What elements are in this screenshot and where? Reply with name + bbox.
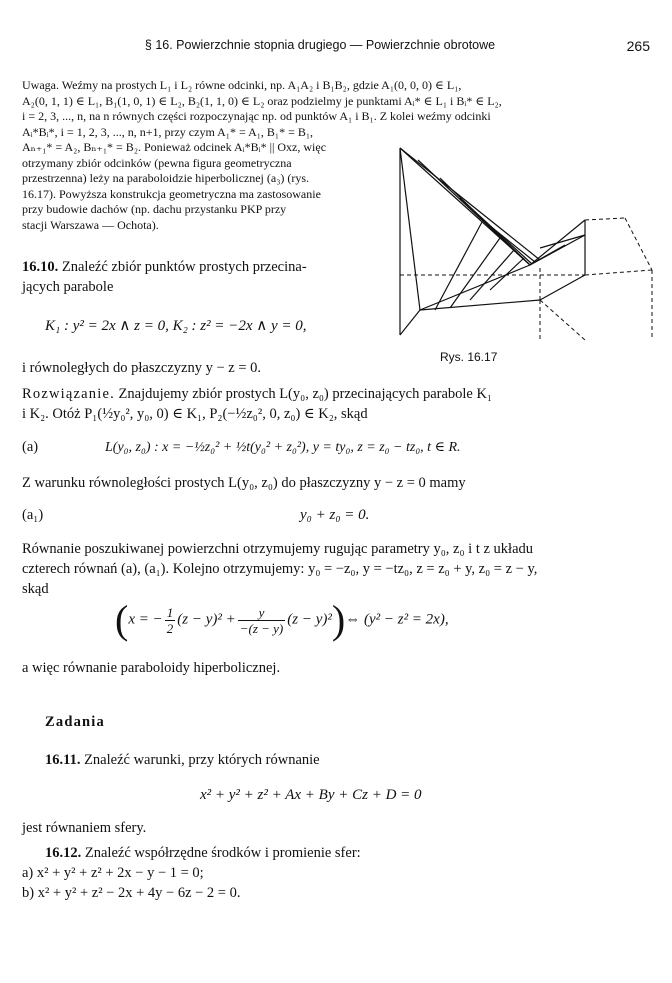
figure-caption: Rys. 16.17 [440, 350, 498, 364]
problem-text: Znaleźć warunki, przy których równanie [84, 752, 320, 768]
final-eq-part: (z − y)² + [177, 611, 236, 628]
fig-ruling [420, 265, 530, 310]
fraction-denominator: −(z − y) [239, 620, 284, 636]
solution-text: Znajdujemy zbiór prostych L(y₀, z₀) przecinających parabole K₁ [118, 386, 493, 402]
equation-a1: y₀ + z₀ = 0. [300, 507, 370, 523]
running-header [20, 38, 650, 58]
fig-ruling [490, 258, 524, 290]
problem-number: 16.10. [22, 259, 59, 275]
fraction-denominator: 2 [166, 620, 174, 636]
problem-text: jących parabole [22, 279, 114, 295]
fig-ruling [450, 238, 500, 308]
problem-16-10-tail [22, 358, 377, 378]
solution-text: a więc równanie paraboloidy hiperbolicznej. [22, 660, 281, 676]
solution-text: Z warunku równoległości prostych L(y₀, z₀) do płaszczyzny y − z = 0 mamy [22, 475, 466, 491]
solution-heading: Rozwiązanie. [22, 386, 115, 402]
remark-line: Aᵢ*Bᵢ*, i = 1, 2, 3, ..., n, n+1, przy czym A₁* = A₁, B₁* = B₁, [22, 124, 314, 139]
solution-text: czterech równań (a), (a₁). Kolejno otrzymujemy: y₀ = −z₀, y = −tz₀, z = z₀ + y, z₀ = z − y, [22, 561, 538, 577]
equation-label-a1: (a₁) [22, 507, 44, 523]
problem-text: Znaleźć współrzędne środków i promienie sfer: [84, 845, 361, 861]
fig-edge [535, 245, 565, 262]
remark-line: Uwaga. Weźmy na prostych L₁ i L₂ równe odcinki, np. A₁A₂ i B₁B₂, gdzie A₁(0, 0, 0) ∈ L₁, [22, 78, 462, 92]
problem-16-12-items [22, 863, 622, 903]
fig-hidden-edge [585, 218, 625, 220]
parabolas-formula: K₁ : y² = 2x ∧ z = 0, K₂ : z² = −2x ∧ y = 0, [45, 318, 307, 334]
fig-hidden-edge [585, 270, 652, 275]
equation-label-a: (a) [22, 439, 39, 455]
remark-wide [22, 78, 652, 125]
equation-a: L(y₀, z₀) : x = −½z₀² + ½t(y₀² + z₀²), y = ty₀, z = z₀ − tz₀, t ∈ R. [105, 440, 461, 455]
solution-text: i K₂. Otóż P₁(½y₀², y₀, 0) ∈ K₁, P₂(−½z₀², 0, z₀) ∈ K₂, skąd [22, 406, 368, 422]
fig-edge [540, 275, 585, 300]
fig-edge [400, 310, 420, 335]
final-equation: (x = − $\frac{1}{2}$ (z − y)² + $\frac{y}{-(z - y)}$ (z − y)²)⇔ (y² − z² = 2x), [115, 597, 449, 642]
remark-line: A₂(0, 1, 1) ∈ L₁, B₁(1, 0, 1) ∈ L₂, B₂(1, 1, 0) ∈ L₂ oraz podzielmy je punktami Aᵢ* ∈ L₁ i Bᵢ* ∈ L₂, [22, 93, 502, 108]
fraction-y [238, 605, 286, 636]
list-item: a) x² + y² + z² + 2x − y − 1 = 0; [22, 865, 204, 881]
remark-line: 16.17). Powyższa konstrukcja geometryczna ma zastosowanie [22, 186, 321, 201]
solution-conclusion [22, 658, 652, 678]
problem-text: i równoległych do płaszczyzny y − z = 0. [22, 360, 262, 376]
figure-hyperbolic-paraboloid [390, 140, 660, 350]
list-item: b) x² + y² + z² − 2x + 4y − 6z − 2 = 0. [22, 885, 241, 901]
remark-narrow [22, 125, 372, 234]
problem-number: 16.11. [45, 752, 81, 768]
problem-16-12 [45, 843, 645, 863]
final-eq-part: x = − [128, 611, 163, 628]
remark-line: i = 2, 3, ..., n, na n równych części rozpoczynając np. od punktów A₁ i B₁. Z kolei weźmy odcinki [22, 109, 491, 123]
fig-hidden-edge [625, 218, 652, 270]
solution-parallel-condition [22, 473, 652, 493]
remark-line: otrzymany zbiór odcinków (pewna figura geometryczna [22, 155, 292, 170]
fraction-numerator: 1 [166, 604, 174, 620]
remark-line: Aₙ₊₁* = A₂, Bₙ₊₁* = B₂. Ponieważ odcinek Aᵢ*Bᵢ* || Oxz, więc [22, 140, 327, 154]
solution-intro [22, 384, 652, 424]
fig-edge [530, 220, 585, 265]
fraction-numerator: y [238, 605, 286, 621]
problem-text: jest równaniem sfery. [22, 820, 147, 836]
final-eq-result: ⇔ (y² − z² = 2x), [345, 611, 449, 628]
remark-line: przy budowie dachów (np. dachu przystanku PKP przy [22, 202, 287, 216]
problem-text: Znaleźć zbiór punktów prostych przecina- [61, 259, 307, 275]
fig-edge [400, 148, 420, 310]
page-number: 265 [626, 38, 650, 54]
header-title: § 16. Powierzchnie stopnia drugiego — Powierzchnie obrotowe [144, 38, 496, 52]
remark-line: przestrzenna) leży na paraboloidzie hiperbolicznej (a₃) (rys. [22, 171, 310, 185]
fraction-half [165, 605, 176, 636]
solution-elimination [22, 539, 657, 599]
problem-16-11 [45, 750, 645, 770]
sphere-general-equation: x² + y² + z² + Ax + By + Cz + D = 0 [200, 787, 422, 803]
fig-hidden-edge [540, 300, 585, 340]
remark-line: stacji Warszawa — Ochota). [22, 217, 159, 232]
solution-text: Równanie poszukiwanej powierzchni otrzymujemy rugując parametry y₀, z₀ i t z układu [22, 541, 534, 557]
problem-16-11-tail [22, 818, 622, 838]
section-heading-zadania: Zadania [45, 714, 105, 730]
problem-16-10 [22, 257, 377, 297]
problem-number: 16.12. [45, 845, 82, 861]
solution-text: skąd [22, 581, 49, 597]
final-eq-part: (z − y)² [287, 611, 332, 628]
